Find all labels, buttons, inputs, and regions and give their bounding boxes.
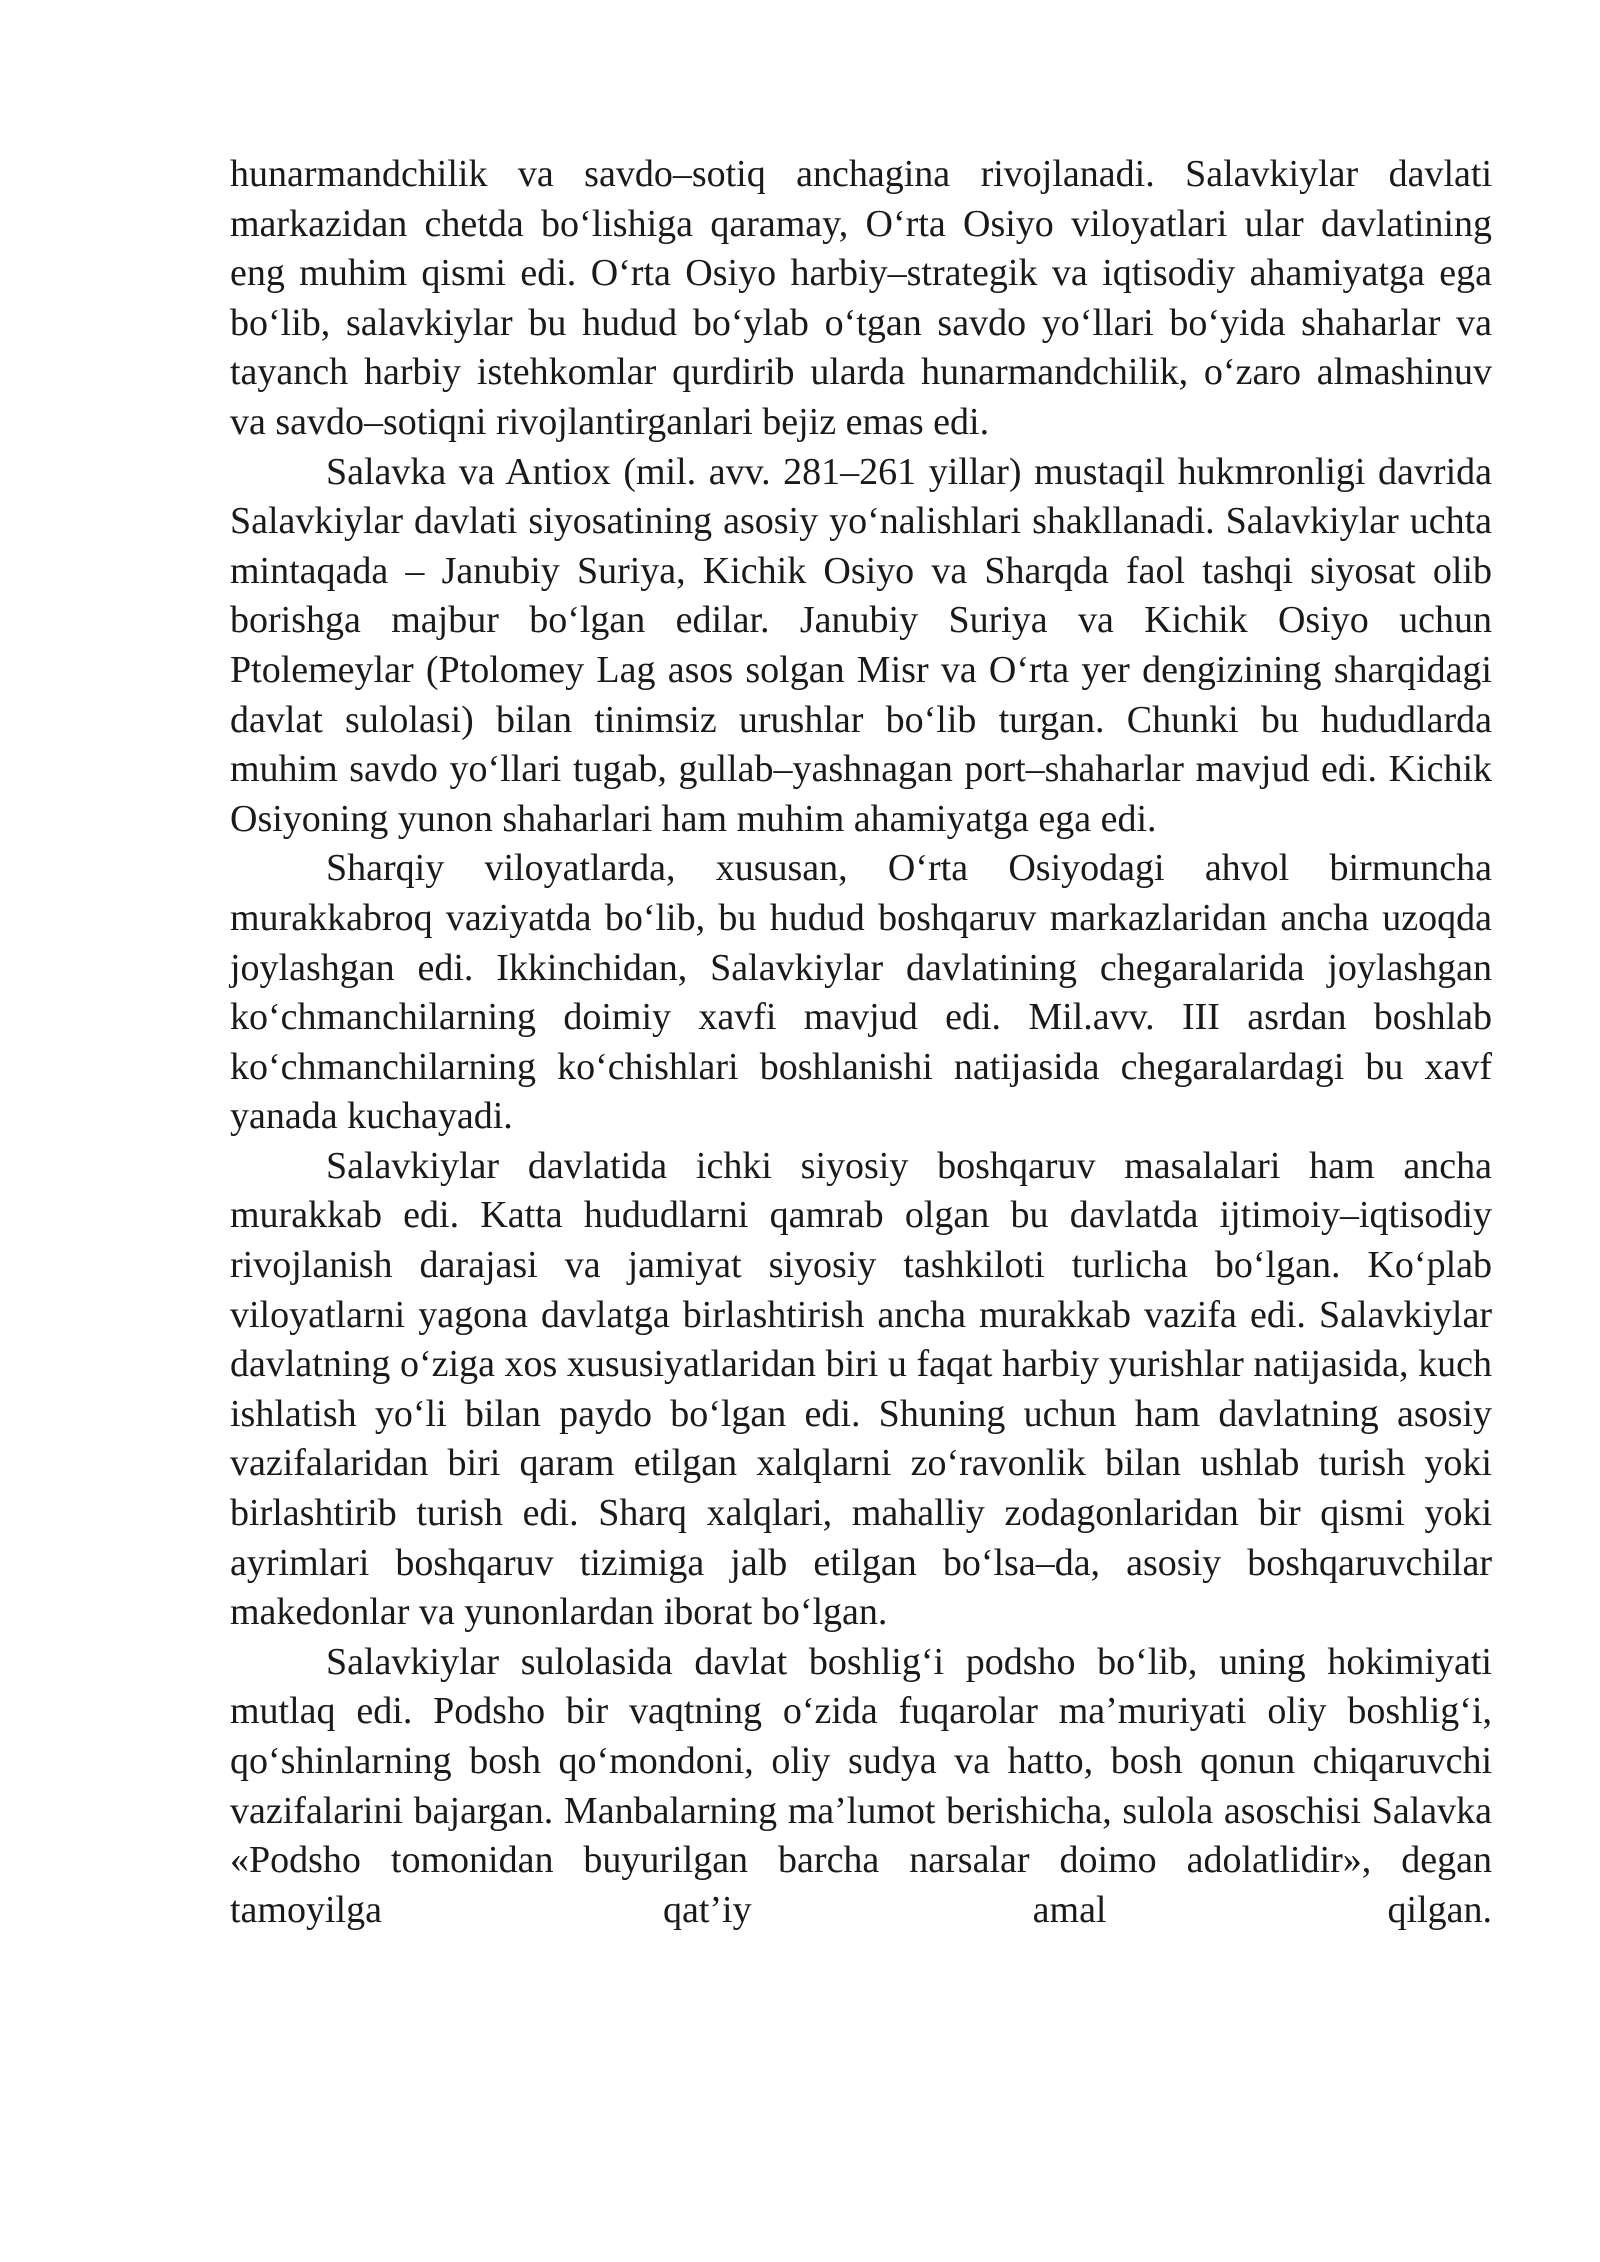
document-page	[230, 150, 1492, 1935]
paragraph-continuation: hunarmandchilik va savdo–sotiq anchagina rivojlanadi. Salavkiylar davlati markazidan chetda bo‘lishiga qaramay, O‘rta Osiyo viloyatlari ular davlatining eng muhim qismi edi. O‘rta Osiyo harbiy–strategik va iqtisodiy ahamiyatga ega bo‘lib, salavkiylar bu hudud bo‘ylab o‘tgan savdo yo‘llari bo‘yida shaharlar va tayanch harbiy istehkomlar qurdirib ularda hunarmandchilik, o‘zaro almashinuv va savdo–sotiqni rivojlantirganlari bejiz emas edi.	[230, 153, 1492, 443]
paragraph-eastern-provinces: Sharqiy viloyatlarda, xususan, O‘rta Osiyodagi ahvol birmuncha murakkabroq vaziyatda bo‘lib, bu hudud boshqaruv markazlaridan ancha uzoqda joylashgan edi. Ikkinchidan, Salavkiylar davlatining chegaralarida joylashgan ko‘chmanchilarning doimiy xavfi mavjud edi. Mil.avv. III asrdan boshlab ko‘chmanchilarning ko‘chishlari boshlanishi natijasida chegaralardagi bu xavf yanada kuchayadi.	[230, 847, 1492, 1138]
paragraph-royal-authority: Salavkiylar sulolasida davlat boshlig‘i podsho bo‘lib, uning hokimiyati mutlaq edi. Podsho bir vaqtning o‘zida fuqarolar ma’muriyati oliy boshlig‘i, qo‘shinlarning bosh qo‘mondoni, oliy sudya va hatto, bosh qonun chiqaruvchi vazifalarini bajargan. Manbalarning ma’lumot berishicha, sulola asoschisi Salavka «Podsho tomonidan buyurilgan barcha narsalar doimo adolatlidir», degan tamoyilga qat’iy amal qilgan.	[230, 1640, 1492, 1931]
paragraph-internal-governance: Salavkiylar davlatida ichki siyosiy boshqaruv masalalari ham ancha murakkab edi. Katta hududlarni qamrab olgan bu davlatda ijtimoiy–iqtisodiy rivojlanish darajasi va jamiyat siyosiy tashkiloti turlicha bo‘lgan. Ko‘plab viloyatlarni yagona davlatga birlashtirish ancha murakkab vazifa edi. Salavkiylar davlatning o‘ziga xos xususiyatlaridan biri u faqat harbiy yurishlar natijasida, kuch ishlatish yo‘li bilan paydo bo‘lgan edi. Shuning uchun ham davlatning asosiy vazifalaridan biri qaram etilgan xalqlarni zo‘ravonlik bilan ushlab turish yoki birlashtirib turish edi. Sharq xalqlari, mahalliy zodagonlaridan bir qismi yoki ayrimlari boshqaruv tizimiga jalb etilgan bo‘lsa–da, asosiy boshqaruvchilar makedonlar va yunonlardan iborat bo‘lgan.	[230, 1144, 1492, 1634]
paragraph-salavka-antiox: Salavka va Antiox (mil. avv. 281–261 yillar) mustaqil hukmronligi davrida Salavkiylar davlati siyosatining asosiy yo‘nalishlari shakllanadi. Salavkiylar uchta mintaqada – Janubiy Suriya, Kichik Osiyo va Sharqda faol tashqi siyosat olib borishga majbur bo‘lgan edilar. Janubiy Suriya va Kichik Osiyo uchun Ptolemeylar (Ptolomey Lag asos solgan Misr va O‘rta yer dengizining sharqidagi davlat sulolasi) bilan tinimsiz urushlar bo‘lib turgan. Chunki bu hududlarda muhim savdo yo‘llari tugab, gullab–yashnagan port–shaharlar mavjud edi. Kichik Osiyoning yunon shaharlari ham muhim ahamiyatga ega edi.	[230, 450, 1492, 840]
